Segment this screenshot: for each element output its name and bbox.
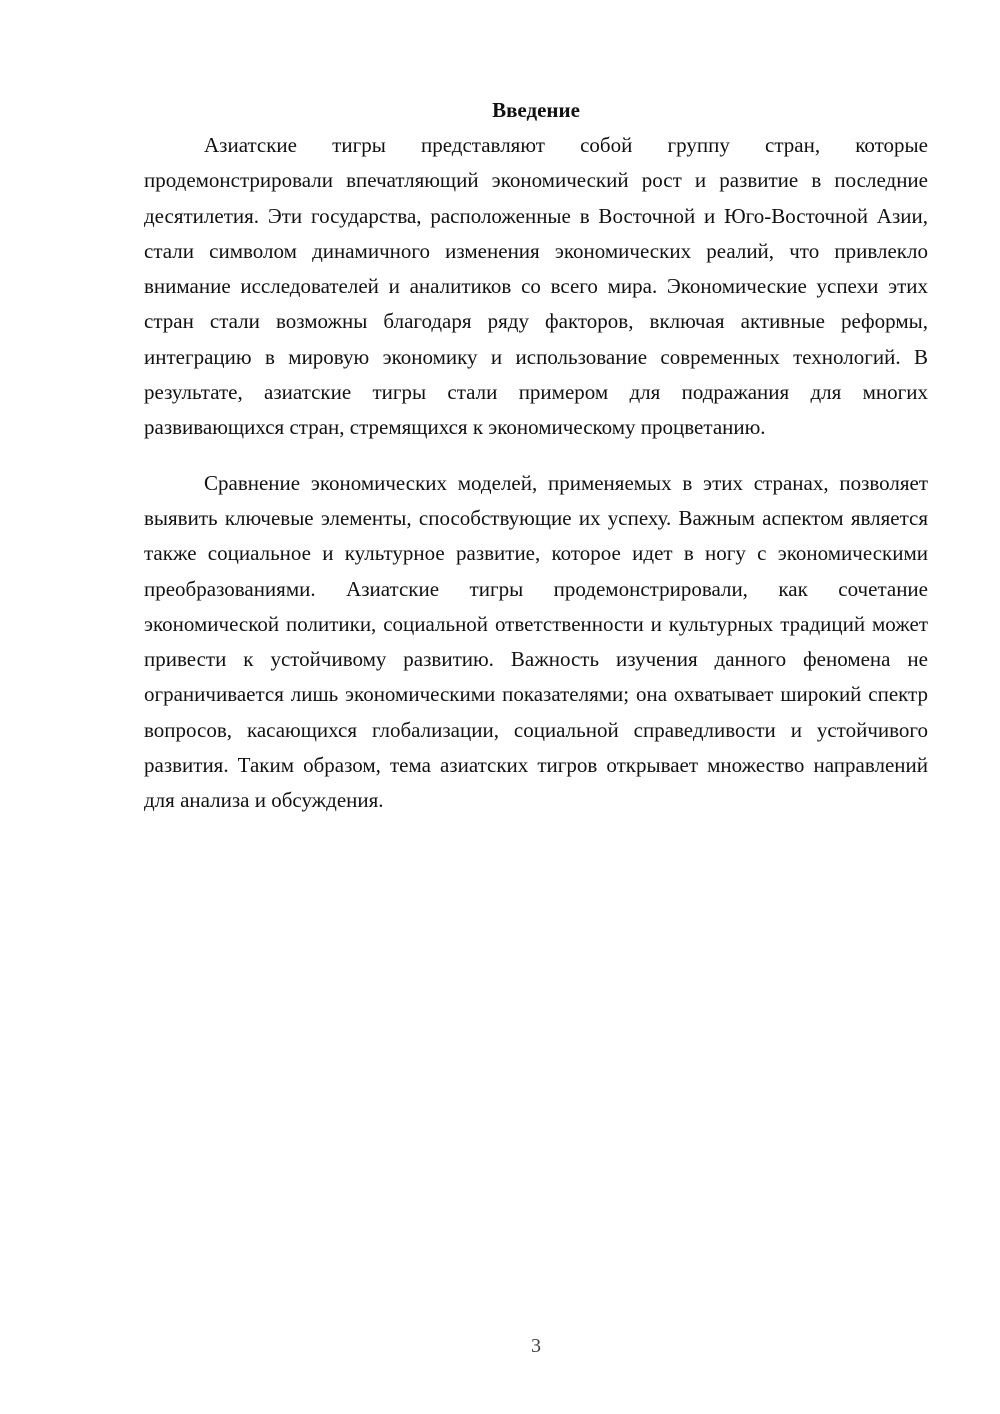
page-content bbox=[144, 94, 928, 819]
paragraph-comparison: Сравнение экономических моделей, применяемых в этих странах, позволяет выявить ключевые элементы, способствующие их успеху. Важным аспектом является также социальное и культурное развитие, которое идет в ногу с экономическими преобразованиями. Азиатские тигры продемонстрировали, как сочетание экономической политики, социальной ответственности и культурных традиций может привести к устойчивому развитию. Важность изучения данного феномена не ограничивается лишь экономическими показателями; она охватывает широкий спектр вопросов, касающихся глобализации, социальной справедливости и устойчивого развития. Таким образом, тема азиатских тигров открывает множество направлений для анализа и обсуждения. bbox=[144, 470, 928, 813]
page-number: 3 bbox=[531, 1335, 541, 1357]
section-title: Введение bbox=[492, 98, 580, 122]
paragraph-intro: Азиатские тигры представляют собой группу стран, которые продемонстрировали впечатляющий экономический рост и развитие в последние десятилетия. Эти государства, расположенные в Восточной и Юго-Восточной Азии, стали символом динамичного изменения экономических реалий, что привлекло внимание исследователей и аналитиков со всего мира. Экономические успехи этих стран стали возможны благодаря ряду факторов, включая активные реформы, интеграцию в мировую экономику и использование современных технологий. В результате, азиатские тигры стали примером для подражания для многих развивающихся стран, стремящихся к экономическому процветанию. bbox=[144, 133, 928, 440]
